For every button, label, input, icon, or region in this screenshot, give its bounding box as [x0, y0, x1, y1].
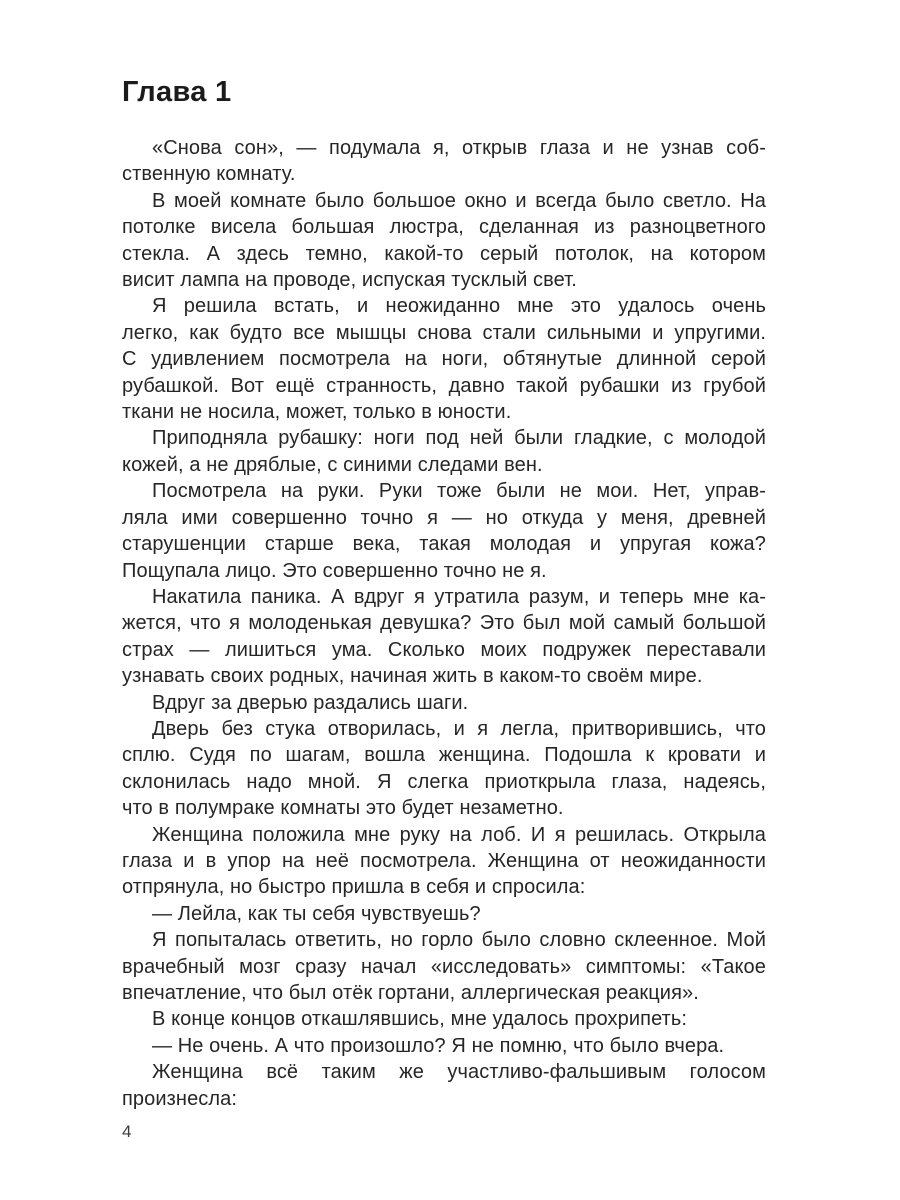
text-line: врачебный мозг сразу начал «исследовать» симптомы: «Такое [122, 955, 766, 978]
paragraph [122, 822, 766, 901]
text-line: Женщина положила мне руку на лоб. И я решилась. Открыла [152, 823, 766, 846]
text-line: отпрянула, но быстро пришла в себя и спросила: [122, 876, 586, 899]
text-line: жется, что я молоденькая девушка? Это был мой самый большой [122, 612, 766, 635]
text-line: Я решила встать, и неожиданно мне это удалось очень [152, 295, 766, 318]
page-number: 4 [122, 1122, 132, 1142]
text-line: ткани не носила, может, только в юности. [122, 401, 512, 424]
chapter-heading: Глава 1 [122, 76, 232, 108]
text-line: «Снова сон», — подумала я, открыв глаза и не узнав соб- [152, 137, 766, 159]
text-line: страх — лишиться ума. Сколько моих подружек переставали [122, 638, 766, 661]
body-text [122, 135, 766, 1112]
text-line: ляла ими совершенно точно я — но откуда у меня, древней [122, 506, 766, 529]
text-line: В моей комнате было большое окно и всегда было светло. На [152, 189, 766, 212]
text-line: рубашкой. Вот ещё странность, давно такой рубашки из грубой [122, 374, 766, 397]
text-line: Пощупала лицо. Это совершенно точно не я. [122, 559, 547, 582]
text-line: Дверь без стука отворилась, и я легла, притворившись, что [152, 717, 766, 740]
text-line: произнесла: [122, 1087, 238, 1110]
paragraph [122, 293, 766, 425]
text-line: стекла. А здесь темно, какой-то серый потолок, на котором [122, 242, 766, 265]
paragraph [122, 584, 766, 690]
text-line: В конце концов откашлявшись, мне удалось прохрипеть: [152, 1008, 688, 1031]
text-line: кожей, а не дряблые, с синими следами вен. [122, 453, 543, 476]
paragraph [122, 901, 766, 927]
text-line: легко, как будто все мышцы снова стали сильными и упругими. [122, 321, 766, 344]
paragraph [122, 690, 766, 716]
text-line: — Не очень. А что произошло? Я не помню, что было вчера. [152, 1034, 725, 1057]
text-line: ственную комнату. [122, 163, 296, 186]
paragraph [122, 188, 766, 294]
paragraph [122, 1033, 766, 1059]
paragraph [122, 478, 766, 584]
text-line: Приподняла рубашку: ноги под ней были гладкие, с молодой [152, 427, 766, 450]
paragraph [122, 135, 766, 188]
text-line: С удивлением посмотрела на ноги, обтянутые длинной серой [122, 348, 766, 371]
text-line: глаза и в упор на неё посмотрела. Женщина от неожиданности [122, 849, 766, 872]
paragraph [122, 425, 766, 478]
paragraph [122, 716, 766, 822]
text-line: Вдруг за дверью раздались шаги. [152, 691, 469, 714]
paragraph [122, 1059, 766, 1112]
text-line: что в полумраке комнаты это будет незаметно. [122, 797, 564, 820]
text-line: старушенции старше века, такая молодая и упругая кожа? [122, 533, 766, 556]
paragraph [122, 927, 766, 1006]
text-line: впечатление, что был отёк гортани, аллергическая реакция». [122, 982, 699, 1004]
text-line: Накатила паника. А вдруг я утратила разум, и теперь мне ка- [152, 585, 766, 608]
text-line: сплю. Судя по шагам, вошла женщина. Подошла к кровати и [122, 744, 766, 767]
text-line: потолке висела большая люстра, сделанная из разноцветного [122, 216, 766, 239]
text-line: — Лейла, как ты себя чувствуешь? [152, 902, 481, 925]
text-line: Женщина всё таким же участливо-фальшивым голосом [152, 1061, 766, 1084]
paragraph [122, 1006, 766, 1032]
text-line: висит лампа на проводе, испуская тусклый свет. [122, 269, 577, 292]
text-line: склонилась надо мной. Я слегка приоткрыла глаза, надеясь, [122, 770, 766, 793]
text-line: Я попыталась ответить, но горло было словно склеенное. Мой [152, 929, 766, 952]
text-line: узнавать своих родных, начиная жить в каком-то своём мире. [122, 665, 703, 688]
text-line: Посмотрела на руки. Руки тоже были не мои. Нет, управ- [152, 480, 766, 503]
